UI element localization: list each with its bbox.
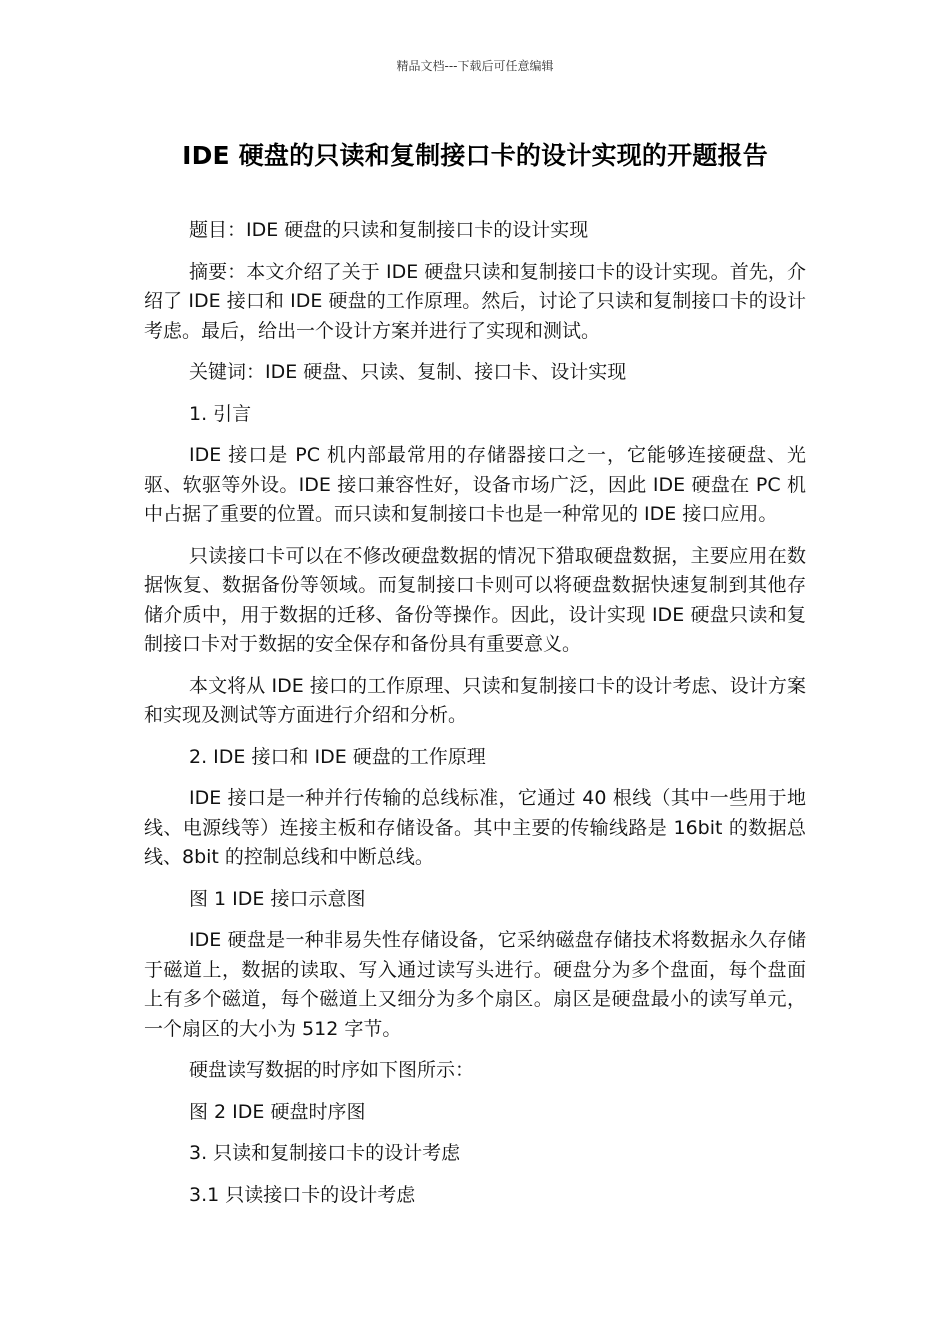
paragraph: IDE 接口是一种并行传输的总线标准，它通过 40 根线（其中一些用于地线、电源线等）连接主板和存储设备。其中主要的传输线路是 16bit 的数据总线、8bit 的控制总线和中断总线。 [144, 787, 806, 868]
subsection-heading-readonly: 3.1 只读接口卡的设计考虑 [189, 1183, 416, 1206]
document-title: IDE 硬盘的只读和复制接口卡的设计实现的开题报告 [182, 141, 768, 170]
paragraph-keywords: 关键词：IDE 硬盘、只读、复制、接口卡、设计实现 [189, 361, 627, 383]
section-heading-principles: 2. IDE 接口和 IDE 硬盘的工作原理 [189, 745, 486, 768]
paragraph: 本文将从 IDE 接口的工作原理、只读和复制接口卡的设计考虑、设计方案和实现及测试等方面进行介绍和分析。 [144, 674, 806, 726]
figure-caption-2: 图 2 IDE 硬盘时序图 [189, 1100, 366, 1123]
figure-caption-1: 图 1 IDE 接口示意图 [189, 887, 366, 910]
paragraph: IDE 接口是 PC 机内部最常用的存储器接口之一，它能够连接硬盘、光驱、软驱等外设。IDE 接口兼容性好，设备市场广泛，因此 IDE 硬盘在 PC 机中占据了重要的位置。而只读和复制接口卡也是一种常见的 IDE 接口应用。 [144, 444, 806, 525]
page-header: 精品文档---下载后可任意编辑 [396, 59, 554, 73]
paragraph-abstract: 摘要：本文介绍了关于 IDE 硬盘只读和复制接口卡的设计实现。首先，介绍了 IDE 接口和 IDE 硬盘的工作原理。然后，讨论了只读和复制接口卡的设计考虑。最后，给出一个设计方案并进行了实现和测试。 [144, 260, 806, 342]
document-body [144, 216, 806, 1222]
paragraph-topic: 题目：IDE 硬盘的只读和复制接口卡的设计实现 [189, 219, 589, 241]
paragraph: 只读接口卡可以在不修改硬盘数据的情况下猎取硬盘数据，主要应用在数据恢复、数据备份等领域。而复制接口卡则可以将硬盘数据快速复制到其他存储介质中，用于数据的迁移、备份等操作。因此，设计实现 IDE 硬盘只读和复制接口卡对于数据的安全保存和备份具有重要意义。 [144, 544, 806, 655]
section-heading-introduction: 1. 引言 [189, 402, 252, 425]
section-heading-design: 3. 只读和复制接口卡的设计考虑 [189, 1142, 461, 1164]
paragraph: IDE 硬盘是一种非易失性存储设备，它采纳磁盘存储技术将数据永久存储于磁道上，数据的读取、写入通过读写头进行。硬盘分为多个盘面，每个盘面上有多个磁道，每个磁道上又细分为多个扇区。扇区是硬盘最小的读写单元，一个扇区的大小为 512 字节。 [144, 929, 806, 1040]
paragraph: 硬盘读写数据的时序如下图所示： [189, 1059, 475, 1081]
